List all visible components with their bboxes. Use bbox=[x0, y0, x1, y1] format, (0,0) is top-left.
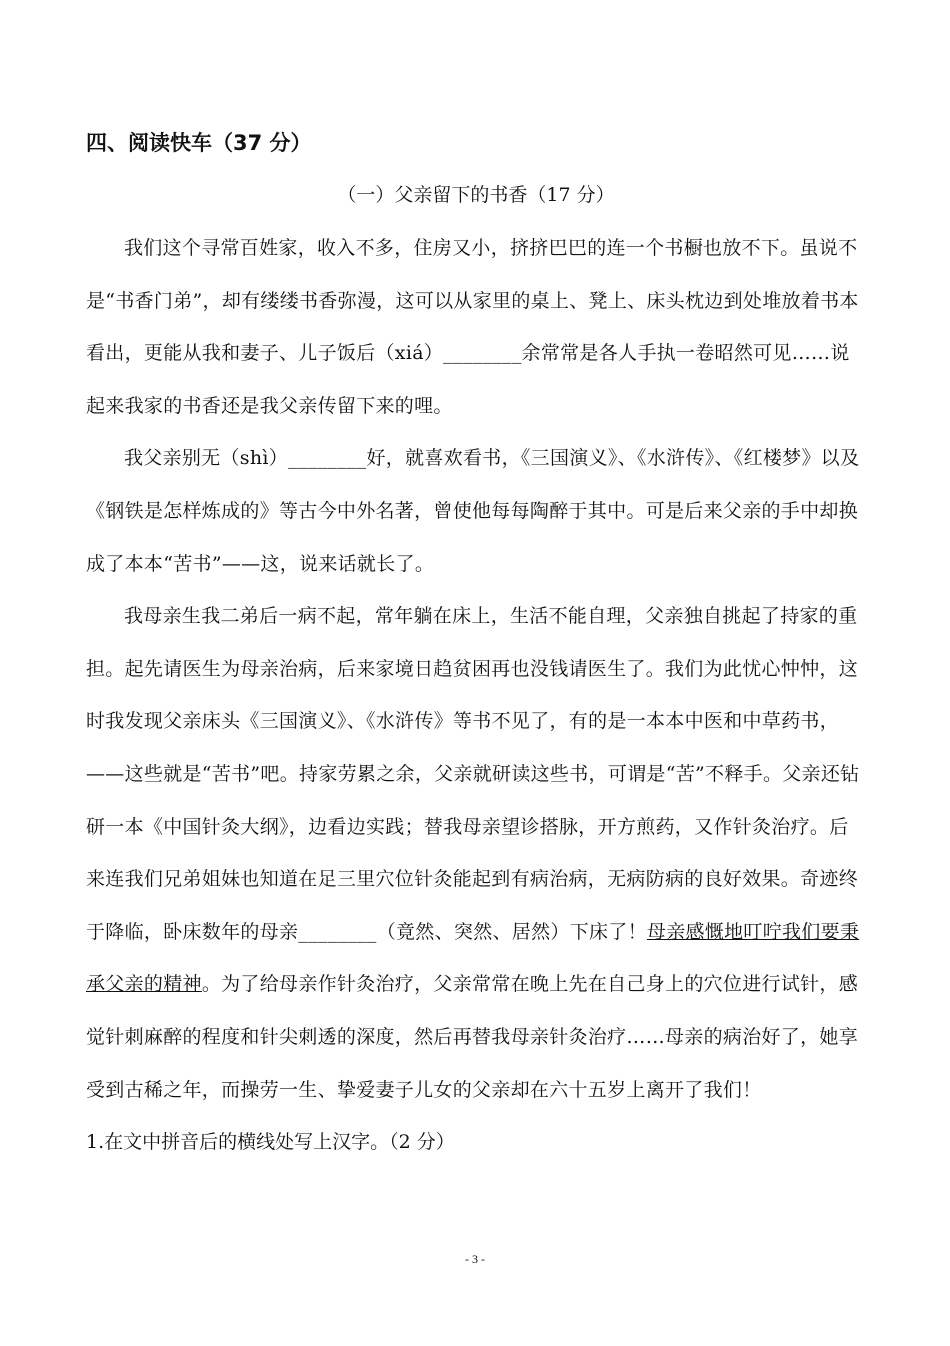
paragraph-2: 我父亲别无（shì）________好，就喜欢看书，《三国演义》、《水浒传》、《红楼梦》以及《钢铁是怎样炼成的》等古今中外名著，曾使他每每陶醉于其中。可是后来父亲的手中却换成了本本“苦书”——这，说来话就长了。 bbox=[86, 447, 860, 575]
page-number: - 3 - bbox=[465, 1252, 485, 1266]
underlined-sentence: 母亲感慨地叮咛我们要秉承父亲的精神 bbox=[86, 920, 860, 996]
paragraph-3-text-before: 我母亲生我二弟后一病不起，常年躺在床上，生活不能自理，父亲独自挑起了持家的重担。起先请医生为母亲治病，后来家境日趋贫困再也没钱请医生了。我们为此忧心忡忡，这时我发现父亲床头《三国演义》、《水浒传》等书不见了，有的是一本本中医和中草药书，——这些就是“苦书”吧。持家劳累之余，父亲就研读这些书，可谓是“苦”不释手。父亲还钻研一本《中国针灸大纲》，边看边实践；替我母亲望诊搭脉，开方煎药，又作针灸治疗。后来连我们兄弟姐妹也知道在足三里穴位针灸能起到有病治病，无病防病的良好效果。奇迹终于降临，卧床数年的母亲________（竟然、突然、居然）下床了！ bbox=[86, 605, 860, 943]
paragraph-1: 我们这个寻常百姓家，收入不多，住房又小，挤挤巴巴的连一个书橱也放不下。虽说不是“书香门弟”，却有缕缕书香弥漫，这可以从家里的桌上、凳上、床头枕边到处堆放着书本看出，更能从我和妻子、儿子饭后（xiá）________余常常是各人手执一卷昭然可见……说起来我家的书香还是我父亲传留下来的哩。 bbox=[86, 237, 859, 417]
section-title: 四、阅读快车（37 分） bbox=[86, 131, 312, 155]
exam-page bbox=[86, 118, 866, 1168]
paragraph-3 bbox=[86, 590, 866, 1116]
article-title: （一）父亲留下的书香（17 分） bbox=[337, 184, 615, 206]
paragraph-3-text-after: 。为了给母亲作针灸治疗，父亲常常在晚上先在自己身上的穴位进行试针，感觉针刺麻醉的程度和针尖刺透的深度，然后再替我母亲针灸治疗……母亲的病治好了，她享受到古稀之年，而操劳一生、挚爱妻子儿女的父亲却在六十五岁上离开了我们！ bbox=[86, 973, 859, 1101]
question-1: 1.在文中拼音后的横线处写上汉字。（2 分） bbox=[86, 1131, 455, 1154]
